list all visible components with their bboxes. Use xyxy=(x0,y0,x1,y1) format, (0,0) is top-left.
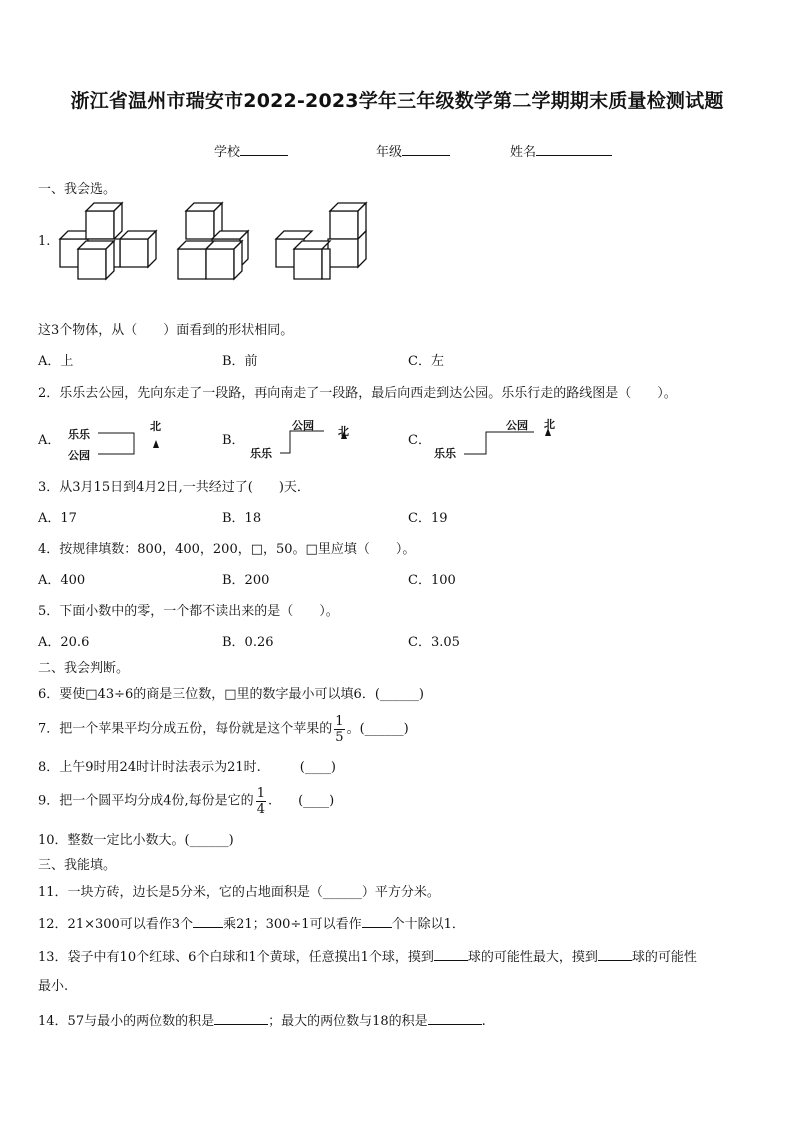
q1-number: 1. xyxy=(38,234,51,249)
q2-option-b[interactable]: B． xyxy=(222,433,245,448)
q5-option-a[interactable]: A．20.6 xyxy=(38,635,90,650)
q5-option-c[interactable]: C．3.05 xyxy=(408,635,460,650)
q13-continuation: 最小. xyxy=(38,979,69,994)
grade-field[interactable] xyxy=(376,142,450,162)
q9-text-b: . (____) xyxy=(267,793,335,809)
q13-text-a: 13．袋子中有10个红球、6个白球和1个黄球，任意摸出1个球，摸到 xyxy=(38,950,434,965)
name-field[interactable] xyxy=(510,142,612,162)
route-b-north-label: 北 xyxy=(338,425,349,438)
q14-text-b: ；最大的两位数与18的积是 xyxy=(268,1014,428,1029)
q13-text-c: 球的可能性 xyxy=(631,950,697,965)
q12-text-c: 个十除以1． xyxy=(391,917,465,932)
grade-blank[interactable] xyxy=(402,142,450,156)
school-label: 学校 xyxy=(214,145,241,160)
q12-blank-1[interactable] xyxy=(193,914,223,928)
section-3-heading: 三、我能填。 xyxy=(38,858,117,873)
q7-denominator: 5 xyxy=(335,730,344,745)
page-title: 浙江省温州市瑞安市2022-2023学年三年级数学第二学期期末质量检测试题 xyxy=(70,90,724,112)
route-diagram-a xyxy=(68,418,178,464)
q12-question xyxy=(38,914,465,934)
q9-text-a: 9．把一个圆平均分成4份,每份是它的 xyxy=(38,793,254,809)
q1-option-c[interactable]: C．左 xyxy=(408,354,444,369)
cube-figure-3 xyxy=(272,203,372,285)
q14-text-c: . xyxy=(481,1014,486,1029)
q5-option-b[interactable]: B．0.26 xyxy=(222,635,274,650)
q7-fraction xyxy=(334,714,344,745)
name-blank[interactable] xyxy=(536,142,612,156)
school-field[interactable] xyxy=(214,142,288,162)
q7-text-b: 。(______) xyxy=(346,721,409,737)
route-diagram-b xyxy=(250,417,360,463)
q1-question: 这3个物体，从（ ）面看到的形状相同。 xyxy=(38,323,294,338)
route-a-start-label: 乐乐 xyxy=(68,428,90,441)
route-a-park-label: 公园 xyxy=(68,449,90,462)
route-diagram-c xyxy=(434,416,564,462)
q7-numerator: 1 xyxy=(335,714,344,729)
q8-question: 8．上午9时用24时计时法表示为21时. (____) xyxy=(38,760,336,775)
q11-question: 11．一块方砖，边长是5分米，它的占地面积是（______）平方分米。 xyxy=(38,885,440,900)
q4-option-c[interactable]: C．100 xyxy=(408,573,456,588)
q3-option-b[interactable]: B．18 xyxy=(222,511,262,526)
route-c-park-label: 公园 xyxy=(506,419,528,432)
cube-figure-2 xyxy=(176,203,256,285)
q3-option-a[interactable]: A．17 xyxy=(38,511,77,526)
route-b-park-label: 公园 xyxy=(292,419,314,432)
cube-figure-1 xyxy=(56,203,156,285)
q13-text-b: 球的可能性最大，摸到 xyxy=(467,950,598,965)
q7-question xyxy=(38,714,409,750)
q2-question: 2．乐乐去公园，先向东走了一段路，再向南走了一段路，最后向西走到达公园。乐乐行走的路线图是（ ）。 xyxy=(38,386,677,401)
q4-option-a[interactable]: A．400 xyxy=(38,573,86,588)
q13-blank-1[interactable] xyxy=(434,947,468,961)
q14-question xyxy=(38,1011,486,1031)
school-blank[interactable] xyxy=(240,142,288,156)
q12-blank-2[interactable] xyxy=(362,914,392,928)
section-1-heading: 一、我会选。 xyxy=(38,182,117,197)
q1-option-a[interactable]: A．上 xyxy=(38,354,74,369)
q14-blank-1[interactable] xyxy=(214,1011,268,1025)
q6-question: 6．要使□43÷6的商是三位数，□里的数字最小可以填6．(______) xyxy=(38,687,424,702)
q3-question: 3．从3月15日到4月2日,一共经过了( )天． xyxy=(38,480,310,495)
q5-question: 5．下面小数中的零，一个都不读出来的是（ ）。 xyxy=(38,604,339,619)
name-label: 姓名 xyxy=(510,145,537,160)
q13-question xyxy=(38,947,697,967)
q14-text-a: 14．57与最小的两位数的积是 xyxy=(38,1014,215,1029)
route-c-north-label: 北 xyxy=(544,418,555,431)
q9-question xyxy=(38,786,334,822)
q4-question: 4．按规律填数：800，400，200，□，50。□里应填（ ）。 xyxy=(38,542,416,557)
route-c-start-label: 乐乐 xyxy=(434,447,456,460)
q4-option-b[interactable]: B．200 xyxy=(222,573,270,588)
section-2-heading: 二、我会判断。 xyxy=(38,661,130,676)
q13-blank-2[interactable] xyxy=(598,947,632,961)
q2-option-a[interactable]: A． xyxy=(38,433,61,448)
q14-blank-2[interactable] xyxy=(428,1011,482,1025)
q9-numerator: 1 xyxy=(256,786,265,801)
q2-option-c[interactable]: C． xyxy=(408,433,431,448)
q1-option-b[interactable]: B．前 xyxy=(222,354,258,369)
q12-text-a: 12．21×300可以看作3个 xyxy=(38,917,194,932)
route-a-north-label: 北 xyxy=(150,420,161,433)
q3-option-c[interactable]: C．19 xyxy=(408,511,448,526)
q12-text-b: 乘21；300÷1可以看作 xyxy=(223,917,362,932)
q9-denominator: 4 xyxy=(256,802,265,817)
grade-label: 年级 xyxy=(376,145,403,160)
route-b-start-label: 乐乐 xyxy=(250,447,272,460)
q10-question: 10．整数一定比小数大。(______) xyxy=(38,833,234,848)
q9-fraction xyxy=(256,786,266,817)
q7-text-a: 7．把一个苹果平均分成五份，每份就是这个苹果的 xyxy=(38,721,333,737)
